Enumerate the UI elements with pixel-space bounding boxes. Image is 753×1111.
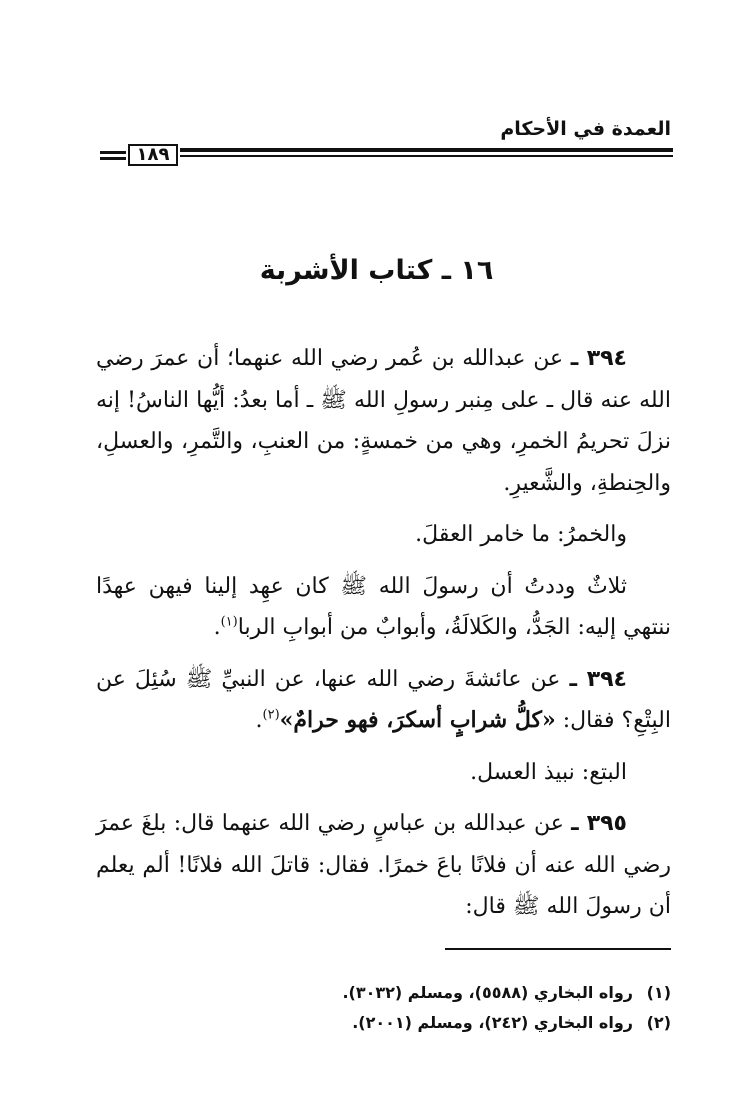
header-ornament [100,151,126,163]
hadith-text: ثلاثٌ وددتُ أن رسولَ الله ﷺ كان عهِد إلينا فيهن عهدًا ننتهي إليه: الجَدُّ، والكَلالَةُ، وأبوابٌ من أبوابِ الربا [96,573,671,640]
footnote [96,1008,671,1038]
footnote [96,978,671,1008]
chapter-title: ١٦ ـ كتاب الأشربة [259,255,494,286]
footnote-text: رواه البخاري (٥٥٨٨)، ومسلم (٣٠٣٢). [342,983,633,1002]
header-rule [180,148,673,160]
hadith-paragraph: ٣٩٤ ـ عن عائشةَ رضي الله عنها، عن النبيِّ ﷺ سُئِلَ عن البِتْعِ؟ فقال: «كلُّ شرابٍ أسكرَ، فهو حرامٌ»$^{(٢)}$. [96,666,671,733]
hadith-paragraph [96,338,671,504]
hadith-text: عن عائشةَ رضي الله عنها، عن النبيِّ ﷺ سُئِلَ عن البِتْعِ؟ فقال: [96,666,671,733]
footnote-ref[interactable]: (١) [220,614,238,630]
footnote-ref[interactable]: (٢) [262,707,280,723]
hadith-text: عن عبدالله بن عباسٍ رضي الله عنهما قال: بلغَ عمرَ رضي الله عنه أن فلانًا باعَ خمرًا. فقال: قاتلَ الله فلانًا! ألم يعلم أن رسولَ الله ﷺ قال: [96,811,671,919]
page-number: ١٨٩ [128,144,178,166]
hadith-number: ٣٩٤ ـ [569,666,627,692]
hadith-continuation-paragraph: ثلاثٌ وددتُ أن رسولَ الله ﷺ كان عهِد إلينا فيهن عهدًا ننتهي إليه: الجَدُّ، والكَلالَةُ، وأبوابٌ من أبوابِ الربا$^{(١)}$. [96,573,671,640]
hadith-text: عن عبدالله بن عُمر رضي الله عنهما؛ أن عمرَ رضي الله عنه قال ـ على مِنبر رسولِ الله ﷺ ـ أما بعدُ: أيُّها الناسُ! إنه نزلَ تحريمُ الخمرِ، وهي من خمسةٍ: من العنبِ، والتَّمرِ، والعسلِ، والحِنطةِ، والشَّعيرِ. [96,346,671,496]
explanation-paragraph [96,514,671,556]
footnote-text: رواه البخاري (٢٤٢)، ومسلم (٢٠٠١). [352,1013,633,1032]
hadith-number: ٣٩٥ ـ [571,811,627,836]
footnotes [96,978,671,1038]
running-title: العمدة في الأحكام [500,118,671,140]
prophetic-quote: «كلُّ شرابٍ أسكرَ، فهو حرامٌ» [279,707,556,733]
hadith-number: ٣٩٤ ـ [570,346,627,371]
explanation-text: والخمرُ: ما خامر العقلَ. [415,522,627,547]
footnote-separator [445,948,671,950]
hadith-paragraph [96,803,671,928]
footnote-number: (٢) [646,1013,671,1032]
explanation-text: البتع: نبيذ العسل. [470,759,627,785]
body-text [96,338,671,928]
footnote-number: (١) [646,983,671,1002]
explanation-paragraph [96,752,671,794]
